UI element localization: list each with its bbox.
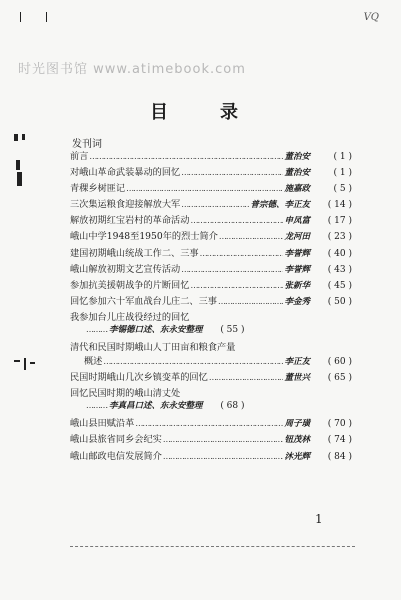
toc-entry [70, 180, 352, 196]
toc-entry [70, 293, 352, 309]
toc-entry-page: ( 1 ) [333, 168, 352, 179]
toc-entry [70, 309, 352, 323]
toc-entry-page: ( 14 ) [327, 200, 352, 211]
toc-entry-title: 我参加台儿庄战役经过的回忆 [70, 311, 190, 323]
scan-mark [16, 160, 20, 170]
toc-entry-title: 概述 [84, 356, 103, 368]
toc-entry-author: 钮茂林 [284, 435, 310, 446]
toc-entry-title: 回忆参加六十军血战台儿庄二、三事 [70, 295, 217, 307]
toc-entry [70, 148, 352, 164]
leader-dots [190, 281, 283, 290]
toc-entry-title: 峨山解放初期文艺宣传活动 [70, 263, 181, 275]
page-number: 1 [315, 512, 323, 526]
toc-entry-page: ( 84 ) [327, 451, 352, 462]
toc-entry-page: ( 17 ) [327, 216, 352, 227]
toc-entry-author: 董治安 [284, 152, 310, 162]
leader-dots [126, 184, 283, 193]
toc-entry-title: 建国初期峨山统战工作二、三事 [70, 247, 199, 259]
toc-entry-page: ( 70 ) [327, 419, 352, 430]
toc-entry [70, 339, 352, 353]
toc-entry-author: 张新华 [284, 280, 310, 291]
toc-entry-author: 申凤富 [284, 216, 310, 227]
leader-dots [163, 435, 284, 444]
leader-dots [181, 200, 249, 209]
leader-dots [89, 152, 283, 161]
toc-entry-page: ( 45 ) [327, 280, 352, 291]
toc-entry-title: 峨山县田赋沿革 [70, 418, 135, 430]
toc-entry [70, 385, 352, 399]
toc-entry-page: ( 1 ) [333, 152, 352, 162]
toc-entry-title: 前言 [70, 151, 89, 162]
scan-mark [24, 358, 26, 370]
watermark: 时光图书馆 www.atimebook.com [18, 62, 246, 77]
toc-entry-page: ( 43 ) [327, 264, 352, 275]
toc-entry [70, 212, 352, 228]
toc-entry-title: 峨山中学1948至1950年的烈士简介 [70, 231, 218, 243]
bottom-rule [70, 546, 355, 547]
leader-dots [181, 168, 283, 177]
toc-entry-title: 峨山邮政电信发展简介 [70, 450, 162, 462]
section-label: 发刊词 [72, 139, 102, 150]
toc-entry [70, 369, 352, 385]
scan-mark [30, 362, 35, 364]
page-title: 目录 [150, 102, 290, 123]
toc-entry-page: ( 74 ) [327, 435, 352, 446]
scan-mark [14, 360, 20, 362]
toc-entry [70, 415, 352, 431]
leader-dots [200, 249, 284, 258]
toc-entry-author: 李锡德口述、东永安整理 [109, 324, 203, 335]
scan-mark [22, 134, 25, 140]
toc-entry-title: 三次集运粮食迎接解放大军 [70, 199, 181, 211]
toc-entry [70, 448, 352, 464]
toc-entry-author: 普宗德、李正友 [250, 200, 310, 211]
toc-entry-title: 民国时期峨山几次乡镇变革的回忆 [70, 372, 208, 384]
toc-entry-author: 董世兴 [284, 373, 310, 384]
toc-entry-page: ( 55 ) [220, 324, 245, 335]
scan-mark [20, 12, 21, 22]
toc-entry-author: 龙河田 [284, 232, 310, 243]
toc-entry-title: 参加抗美援朝战争的片断回忆 [70, 279, 190, 291]
toc-entry-page: ( 68 ) [220, 401, 245, 412]
leader-dots [163, 452, 284, 461]
toc-entry-page: ( 50 ) [327, 296, 352, 307]
toc-entry-author: 李誉辉 [284, 248, 310, 259]
toc-entry [70, 261, 352, 277]
leader-dots [209, 373, 284, 382]
toc-entry-page: ( 65 ) [327, 373, 352, 384]
toc-entry-author: 沐光辉 [284, 451, 310, 462]
toc-entry-title: 清代和民国时期峨山人丁田亩和粮食产量 [70, 342, 236, 354]
toc-entry-page: ( 60 ) [327, 357, 352, 368]
toc-entry-title: 峨山县旅省同乡会纪实 [70, 434, 162, 446]
toc-entry [70, 245, 352, 261]
toc-entry [70, 164, 352, 180]
toc-entry-page: ( 40 ) [327, 248, 352, 259]
scan-mark [14, 134, 18, 141]
toc-entry-author: 施嘉政 [284, 184, 310, 195]
table-of-contents [70, 148, 352, 464]
toc-entry [70, 431, 352, 447]
toc-entry-author: 李誉辉 [284, 264, 310, 275]
leader-dots [190, 216, 283, 225]
toc-entry [70, 277, 352, 293]
leader-dots [135, 419, 283, 428]
toc-entry-title: 青稞乡树匪记 [70, 183, 126, 195]
leader-dots [218, 297, 283, 306]
leader-dots [86, 325, 108, 334]
toc-entry [70, 353, 352, 369]
toc-entry-author: 李正友 [284, 357, 310, 368]
toc-entry-author: 李真昌口述、东永安整理 [109, 401, 203, 412]
leader-dots [181, 265, 283, 274]
toc-entry [70, 399, 352, 415]
scan-mark [17, 172, 22, 186]
toc-entry [70, 196, 352, 212]
toc-entry [70, 323, 352, 339]
toc-entry-title: 解放初期红宝岩村的革命活动 [70, 215, 190, 227]
leader-dots [103, 357, 283, 366]
toc-entry [70, 228, 352, 244]
leader-dots [86, 401, 108, 410]
toc-entry-page: ( 5 ) [333, 184, 352, 195]
toc-entry-page: ( 23 ) [327, 232, 352, 243]
page-tag: VQ [363, 12, 379, 23]
scan-mark [46, 12, 47, 22]
toc-entry-author: 董治安 [284, 168, 310, 179]
leader-dots [219, 232, 284, 241]
toc-entry-author: 周子璜 [284, 419, 310, 430]
toc-entry-title: 回忆民国时期的峨山清丈处 [70, 388, 181, 400]
toc-entry-title: 对峨山革命武装暴动的回忆 [70, 167, 181, 179]
toc-entry-author: 李金秀 [284, 296, 310, 307]
